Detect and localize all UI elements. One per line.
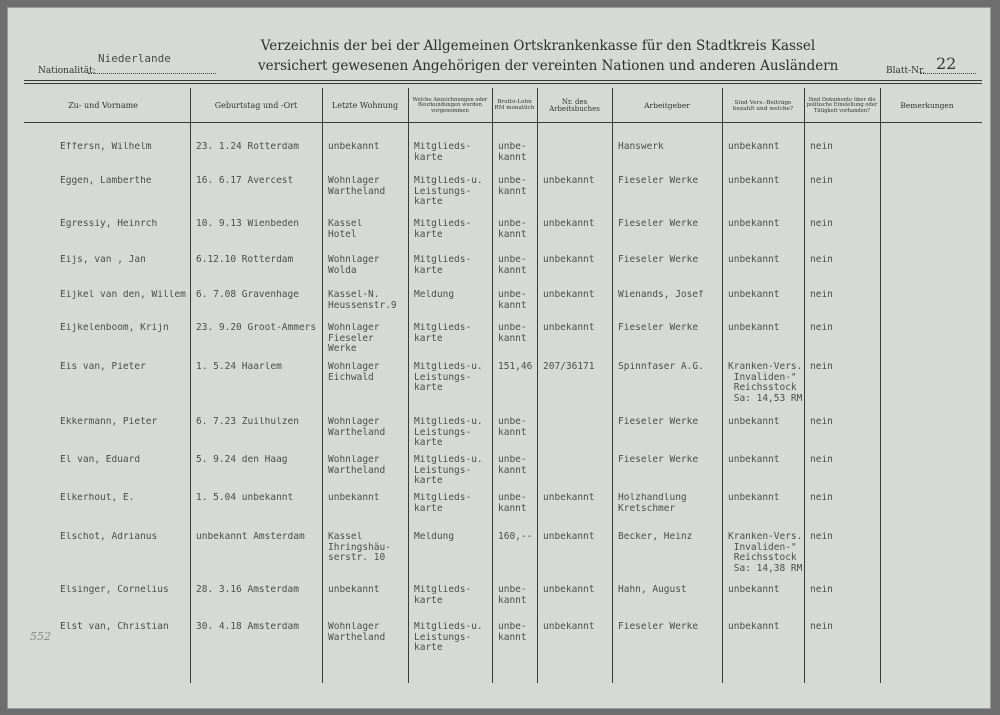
column-divider <box>492 88 493 683</box>
cell-birth: 23. 9.20 Groot-Ammers <box>196 323 317 333</box>
cell-wage: 151,46 <box>498 362 533 372</box>
column-divider <box>322 88 323 683</box>
cell-birth: 10. 9.13 Wienbeden <box>196 219 299 229</box>
cell-name: Elst van, Christian <box>60 622 169 632</box>
cell-address: Wohnlager Wolda <box>328 255 380 276</box>
cell-book: unbekannt <box>543 323 595 333</box>
cell-book: unbekannt <box>543 176 595 186</box>
cell-records: Mitglieds- karte <box>414 142 472 163</box>
cell-contrib: unbekannt <box>728 323 780 333</box>
sheet-number-underline <box>920 73 976 74</box>
cell-address: Kassel-N. Heussenstr.9 <box>328 290 397 311</box>
cell-docs: nein <box>810 532 833 542</box>
cell-address: Wohnlager Eichwald <box>328 362 380 383</box>
cell-wage: unbe- kannt <box>498 323 527 344</box>
cell-docs: nein <box>810 585 833 595</box>
cell-name: Eggen, Lamberthe <box>60 176 152 186</box>
cell-records: Meldung <box>414 290 455 300</box>
cell-contrib: unbekannt <box>728 255 780 265</box>
cell-wage: unbe- kannt <box>498 219 527 240</box>
cell-employer: Fieseler Werke <box>618 455 699 465</box>
cell-name: Eis van, Pieter <box>60 362 146 372</box>
column-divider <box>408 88 409 683</box>
cell-wage: unbe- kannt <box>498 255 527 276</box>
cell-wage: unbe- kannt <box>498 417 527 438</box>
cell-address: Wohnlager Wartheland <box>328 176 386 197</box>
cell-records: Mitglieds- karte <box>414 219 472 240</box>
column-divider <box>804 88 805 683</box>
cell-birth: 28. 3.16 Amsterdam <box>196 585 299 595</box>
cell-birth: 30. 4.18 Amsterdam <box>196 622 299 632</box>
cell-name: Elkerhout, E. <box>60 493 135 503</box>
sheet-header <box>8 8 990 88</box>
cell-contrib: unbekannt <box>728 585 780 595</box>
cell-records: Meldung <box>414 532 455 542</box>
title-line-2: versichert gewesenen Angehörigen der vereinten Nationen und anderen Ausländern <box>258 58 839 74</box>
column-header-wage: Brutto-Lohn RM monatlich <box>494 99 535 111</box>
cell-book: unbekannt <box>543 290 595 300</box>
cell-birth: 6.12.10 Rotterdam <box>196 255 294 265</box>
cell-docs: nein <box>810 622 833 632</box>
cell-name: Eijs, van , Jan <box>60 255 146 265</box>
cell-name: Ekkermann, Pieter <box>60 417 158 427</box>
nationality-underline <box>88 73 216 74</box>
cell-docs: nein <box>810 219 833 229</box>
cell-name: Effersn, Wilhelm <box>60 142 152 152</box>
cell-docs: nein <box>810 142 833 152</box>
cell-book: unbekannt <box>543 493 595 503</box>
cell-docs: nein <box>810 290 833 300</box>
cell-wage: unbe- kannt <box>498 142 527 163</box>
cell-book: 207/36171 <box>543 362 595 372</box>
cell-employer: Fieseler Werke <box>618 176 699 186</box>
cell-wage: unbe- kannt <box>498 585 527 606</box>
column-header-address: Letzte Wohnung <box>331 100 399 110</box>
title-line-1: Verzeichnis der bei der Allgemeinen Ortskrankenkasse für den Stadtkreis Kassel <box>260 38 816 54</box>
cell-address: unbekannt <box>328 585 380 595</box>
cell-contrib: unbekannt <box>728 622 780 632</box>
cell-wage: 160,-- <box>498 532 533 542</box>
cell-records: Mitglieds- karte <box>414 585 472 606</box>
column-header-contrib: Sind Vers.-Beiträge bezahlt und welche? <box>732 99 794 112</box>
cell-name: El van, Eduard <box>60 455 141 465</box>
cell-employer: Becker, Heinz <box>618 532 693 542</box>
cell-name: Elschot, Adrianus <box>60 532 158 542</box>
cell-book: unbekannt <box>543 585 595 595</box>
cell-name: Egressiy, Heinrch <box>60 219 158 229</box>
register-sheet <box>8 8 990 708</box>
cell-address: Kassel Hotel <box>328 219 363 240</box>
cell-book: unbekannt <box>543 622 595 632</box>
column-divider <box>722 88 723 683</box>
cell-contrib: unbekannt <box>728 493 780 503</box>
nationality-label: Nationalität: <box>38 66 96 76</box>
cell-book: unbekannt <box>543 255 595 265</box>
column-header-employer: Arbeitgeber <box>644 101 690 111</box>
cell-address: unbekannt <box>328 493 380 503</box>
cell-address: Wohnlager Fieseler Werke <box>328 323 380 354</box>
cell-contrib: Kranken-Vers. Invaliden-" Reichsstock Sa: 14,38 RM <box>728 532 803 574</box>
cell-employer: Wienands, Josef <box>618 290 704 300</box>
column-header-records: Welche Anzeichnungen oder Beurkundungen wurden vorgenommen <box>412 96 488 114</box>
cell-address: Wohnlager Wartheland <box>328 622 386 643</box>
cell-employer: Fieseler Werke <box>618 323 699 333</box>
cell-wage: unbe- kannt <box>498 455 527 476</box>
cell-name: Eijkelenboom, Krijn <box>60 323 169 333</box>
cell-address: Kassel Ihringshäu- serstr. 10 <box>328 532 391 563</box>
cell-birth: 16. 6.17 Avercest <box>196 176 294 186</box>
column-divider <box>537 88 538 683</box>
column-header-name: Zu- und Vorname <box>68 100 138 110</box>
cell-docs: nein <box>810 362 833 372</box>
cell-docs: nein <box>810 455 833 465</box>
cell-records: Mitglieds-u. Leistungs- karte <box>414 362 483 393</box>
cell-records: Mitglieds-u. Leistungs- karte <box>414 455 483 486</box>
cell-docs: nein <box>810 323 833 333</box>
table-top-rule <box>24 80 982 81</box>
cell-birth: 1. 5.24 Haarlem <box>196 362 282 372</box>
cell-wage: unbe- kannt <box>498 622 527 643</box>
cell-wage: unbe- kannt <box>498 176 527 197</box>
margin-handwritten-note: 552 <box>30 630 51 643</box>
table-top-rule-double <box>24 83 982 84</box>
cell-contrib: unbekannt <box>728 176 780 186</box>
cell-contrib: Kranken-Vers. Invaliden-" Reichsstock Sa: 14,53 RM <box>728 362 803 404</box>
column-header-birth: Geburtstag und -Ort <box>214 100 298 110</box>
cell-employer: Hanswerk <box>618 142 664 152</box>
cell-book: unbekannt <box>543 219 595 229</box>
cell-birth: 23. 1.24 Rotterdam <box>196 142 299 152</box>
cell-name: Elsinger, Cornelius <box>60 585 169 595</box>
cell-wage: unbe- kannt <box>498 493 527 514</box>
column-divider <box>880 88 881 683</box>
cell-birth: 6. 7.23 Zuilhulzen <box>196 417 299 427</box>
cell-wage: unbe- kannt <box>498 290 527 311</box>
cell-birth: 5. 9.24 den Haag <box>196 455 288 465</box>
cell-records: Mitglieds- karte <box>414 255 472 276</box>
cell-name: Eijkel van den, Willem <box>60 290 186 300</box>
cell-docs: nein <box>810 493 833 503</box>
cell-contrib: unbekannt <box>728 417 780 427</box>
nationality-value: Niederlande <box>98 52 171 65</box>
cell-records: Mitglieds- karte <box>414 493 472 514</box>
cell-birth: 1. 5.04 unbekannt <box>196 493 294 503</box>
cell-contrib: unbekannt <box>728 219 780 229</box>
cell-employer: Fieseler Werke <box>618 622 699 632</box>
cell-records: Mitglieds-u. Leistungs- karte <box>414 176 483 207</box>
cell-records: Mitglieds-u. Leistungs- karte <box>414 622 483 653</box>
cell-docs: nein <box>810 255 833 265</box>
cell-employer: Hahn, August <box>618 585 687 595</box>
cell-contrib: unbekannt <box>728 290 780 300</box>
cell-docs: nein <box>810 176 833 186</box>
sheet-number-value: 22 <box>936 54 957 73</box>
sheet-number-label: Blatt-Nr. <box>886 66 926 76</box>
column-header-book: Nr. des Arbeitsbuches <box>549 97 600 113</box>
cell-birth: unbekannt Amsterdam <box>196 532 305 542</box>
column-divider <box>612 88 613 683</box>
cell-contrib: unbekannt <box>728 455 780 465</box>
cell-employer: Holzhandlung Kretschmer <box>618 493 687 514</box>
header-bottom-rule <box>24 122 982 123</box>
cell-address: Wohnlager Wartheland <box>328 455 386 476</box>
cell-book: unbekannt <box>543 532 595 542</box>
cell-address: unbekannt <box>328 142 380 152</box>
column-header-remarks: Bemerkungen <box>900 101 954 111</box>
cell-birth: 6. 7.08 Gravenhage <box>196 290 299 300</box>
cell-employer: Fieseler Werke <box>618 219 699 229</box>
cell-employer: Spinnfaser A.G. <box>618 362 704 372</box>
cell-records: Mitglieds- karte <box>414 323 472 344</box>
cell-records: Mitglieds-u. Leistungs- karte <box>414 417 483 448</box>
cell-employer: Fieseler Werke <box>618 417 699 427</box>
cell-employer: Fieseler Werke <box>618 255 699 265</box>
cell-docs: nein <box>810 417 833 427</box>
cell-contrib: unbekannt <box>728 142 780 152</box>
column-header-docs: Sind Dokumente über die politische Einstellung oder Tätigkeit vorhanden? <box>806 96 878 114</box>
cell-address: Wohnlager Wartheland <box>328 417 386 438</box>
